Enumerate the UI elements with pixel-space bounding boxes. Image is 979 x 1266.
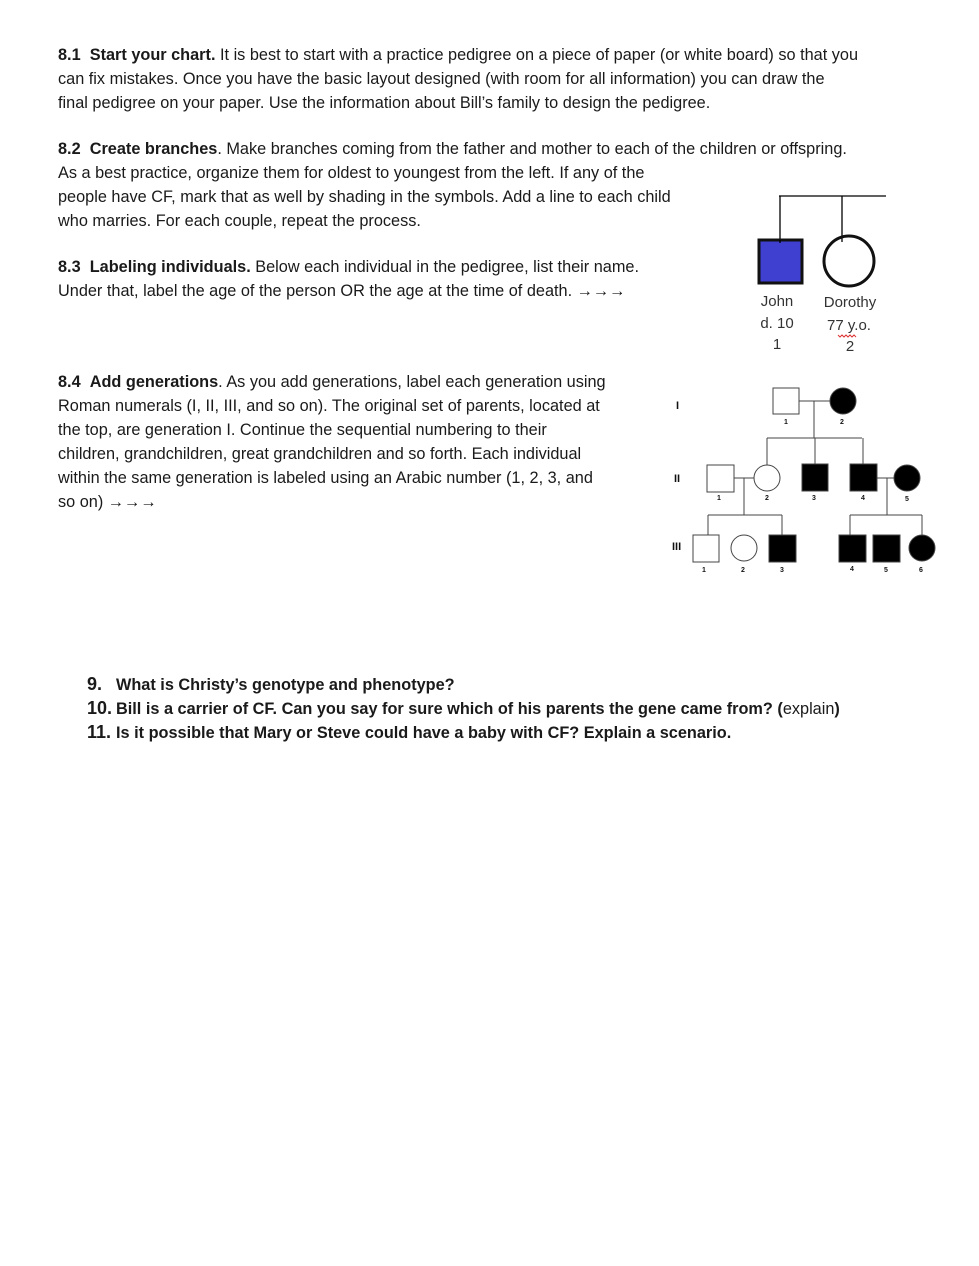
female-unaffected-symbol bbox=[731, 535, 757, 561]
generation-label: I bbox=[676, 400, 680, 412]
text-line: children, grandchildren, great grandchildren and so forth. Each individual bbox=[58, 445, 582, 463]
question-11 bbox=[87, 720, 731, 745]
individual-number: 4 bbox=[861, 495, 865, 502]
dorothy-number: 2 bbox=[845, 338, 855, 355]
section-title: Start your chart. bbox=[89, 46, 216, 64]
question-text-end: ) bbox=[834, 700, 840, 718]
male-unaffected-symbol bbox=[707, 465, 734, 492]
john-age: d. 10 bbox=[760, 315, 794, 332]
text-line: Below each individual in the pedigree, list their name. bbox=[250, 258, 639, 276]
individual-number: 5 bbox=[905, 496, 909, 503]
text-line: Roman numerals (I, II, III, and so on). The original set of parents, located at bbox=[58, 397, 600, 415]
text-line: the top, are generation I. Continue the sequential numbering to their bbox=[58, 421, 547, 439]
female-affected-symbol bbox=[830, 388, 856, 414]
question-text: Is it possible that Mary or Steve could have a baby with CF? Explain a scenario. bbox=[116, 724, 732, 742]
question-9 bbox=[87, 672, 455, 697]
question-hint: explain bbox=[782, 700, 835, 718]
text-line: who marries. For each couple, repeat the process. bbox=[58, 212, 421, 230]
individual-number: 1 bbox=[784, 419, 788, 426]
male-affected-symbol bbox=[850, 464, 877, 491]
spellcheck-underline bbox=[838, 335, 856, 337]
section-number: 8.2 bbox=[58, 140, 81, 158]
john-number: 1 bbox=[772, 336, 782, 353]
example-pedigree bbox=[759, 196, 886, 355]
individual-number: 6 bbox=[919, 567, 923, 574]
text-line: so on) →→→ bbox=[58, 493, 157, 511]
individual-number: 2 bbox=[741, 567, 745, 574]
text-line: final pedigree on your paper. Use the information about Bill’s family to design the pedigree. bbox=[58, 94, 711, 112]
dorothy-age: 77 y.o. bbox=[827, 317, 871, 334]
individual-number: 2 bbox=[840, 419, 844, 426]
individual-number: 3 bbox=[780, 567, 784, 574]
question-10 bbox=[87, 696, 840, 721]
text-line: It is best to start with a practice pedigree on a piece of paper (or white board) so that you bbox=[215, 46, 859, 64]
text-line: Under that, label the age of the person OR the age at the time of death. →→→ bbox=[58, 282, 626, 300]
question-number: 10. bbox=[87, 698, 113, 718]
text-line: people have CF, mark that as well by shading in the symbols. Add a line to each child bbox=[58, 188, 671, 206]
text-line: . Make branches coming from the father and mother to each of the children or offspring. bbox=[217, 140, 847, 158]
pedigree-diagrams bbox=[0, 0, 979, 600]
male-unaffected-symbol bbox=[693, 535, 719, 562]
section-title: Add generations bbox=[89, 373, 219, 391]
question-number: 9. bbox=[87, 674, 103, 694]
male-affected-symbol bbox=[769, 535, 796, 562]
individual-number: 4 bbox=[850, 566, 854, 573]
section-number: 8.4 bbox=[58, 373, 81, 391]
male-unaffected-symbol bbox=[773, 388, 799, 414]
question-number: 11. bbox=[87, 722, 112, 742]
female-affected-symbol bbox=[909, 535, 935, 561]
section-number: 8.1 bbox=[58, 46, 81, 64]
individual-number: 3 bbox=[812, 495, 816, 502]
john-name: John bbox=[760, 293, 794, 310]
individual-number: 1 bbox=[702, 567, 706, 574]
dorothy-female-symbol bbox=[824, 236, 874, 286]
question-text: Bill is a carrier of CF. Can you say for sure which of his parents the gene came from? ( bbox=[116, 700, 783, 718]
section-number: 8.3 bbox=[58, 258, 81, 276]
text-line: can fix mistakes. Once you have the basic layout designed (with room for all information) you can draw the bbox=[58, 70, 825, 88]
text-line: . As you add generations, label each generation using bbox=[218, 373, 606, 391]
male-affected-symbol bbox=[873, 535, 900, 562]
individual-number: 1 bbox=[717, 495, 721, 502]
male-affected-symbol bbox=[802, 464, 828, 491]
female-unaffected-symbol bbox=[754, 465, 780, 491]
male-affected-symbol bbox=[839, 535, 866, 562]
dorothy-name: Dorothy bbox=[823, 294, 877, 311]
section-title: Create branches bbox=[89, 140, 218, 158]
generation-label: II bbox=[674, 473, 681, 485]
female-affected-symbol bbox=[894, 465, 920, 491]
generation-label: III bbox=[672, 541, 682, 553]
individual-number: 2 bbox=[765, 495, 769, 502]
sample-pedigree bbox=[672, 388, 935, 574]
text-line: As a best practice, organize them for oldest to youngest from the left. If any of the bbox=[58, 164, 645, 182]
text-line: within the same generation is labeled using an Arabic number (1, 2, 3, and bbox=[58, 469, 593, 487]
section-title: Labeling individuals. bbox=[89, 258, 251, 276]
john-affected-male-symbol bbox=[759, 240, 802, 283]
individual-number: 5 bbox=[884, 567, 888, 574]
question-text: What is Christy’s genotype and phenotype? bbox=[116, 676, 455, 694]
